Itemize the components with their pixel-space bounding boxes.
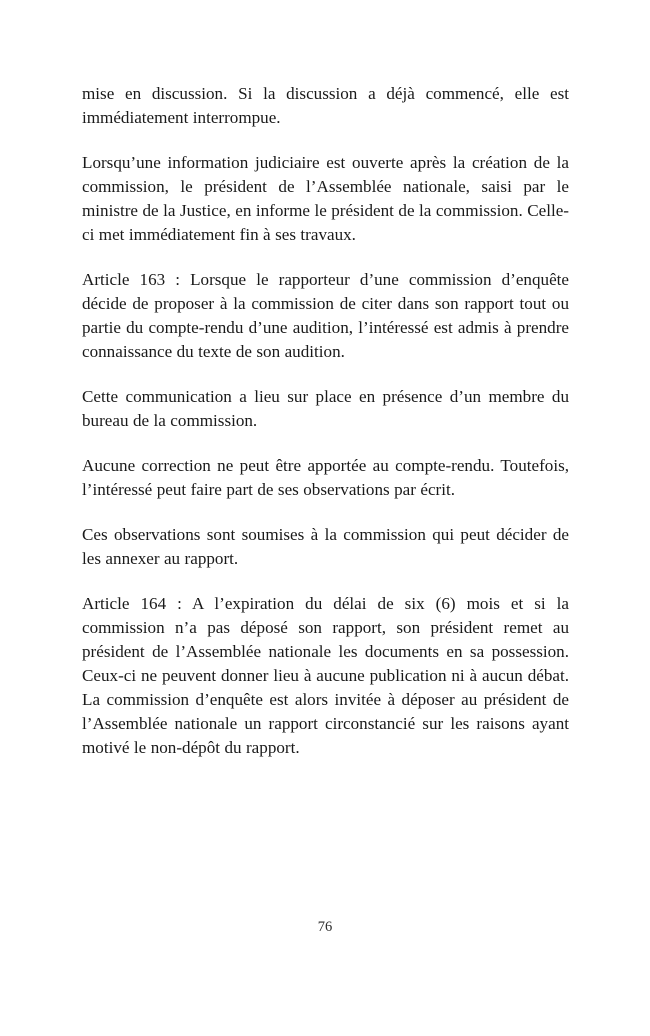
body-text-column	[82, 82, 569, 760]
page-number: 76	[317, 919, 333, 935]
paragraph: mise en discussion. Si la discussion a déjà commencé, elle est immédiatement interrompue.	[82, 84, 569, 127]
paragraph: Ces observations sont soumises à la commission qui peut décider de les annexer au rapport.	[82, 525, 569, 568]
paragraph: Cette communication a lieu sur place en présence d’un membre du bureau de la commission.	[82, 387, 569, 430]
paragraph-article-164: Article 164 : A l’expiration du délai de six (6) mois et si la commission n’a pas déposé son rapport, son président remet au président de l’Assemblée nationale les documents en sa possession. Ceux-ci ne peuvent donner lieu à aucune publication ni à aucun débat. La commission d’enquête est alors invitée à déposer au président de l’Assemblée nationale un rapport circonstancié sur les raisons ayant motivé le non-dépôt du rapport.	[82, 594, 569, 757]
paragraph: Aucune correction ne peut être apportée au compte-rendu. Toutefois, l’intéressé peut faire part de ses observations par écrit.	[82, 456, 569, 499]
paragraph-article-163: Article 163 : Lorsque le rapporteur d’une commission d’enquête décide de proposer à la commission de citer dans son rapport tout ou partie du compte-rendu d’une audition, l’intéressé est admis à prendre connaissance du texte de son audition.	[82, 270, 569, 361]
paragraph: Lorsqu’une information judiciaire est ouverte après la création de la commission, le président de l’Assemblée nationale, saisi par le ministre de la Justice, en informe le président de la commission. Celle-ci met immédiatement fin à ses travaux.	[82, 153, 569, 244]
